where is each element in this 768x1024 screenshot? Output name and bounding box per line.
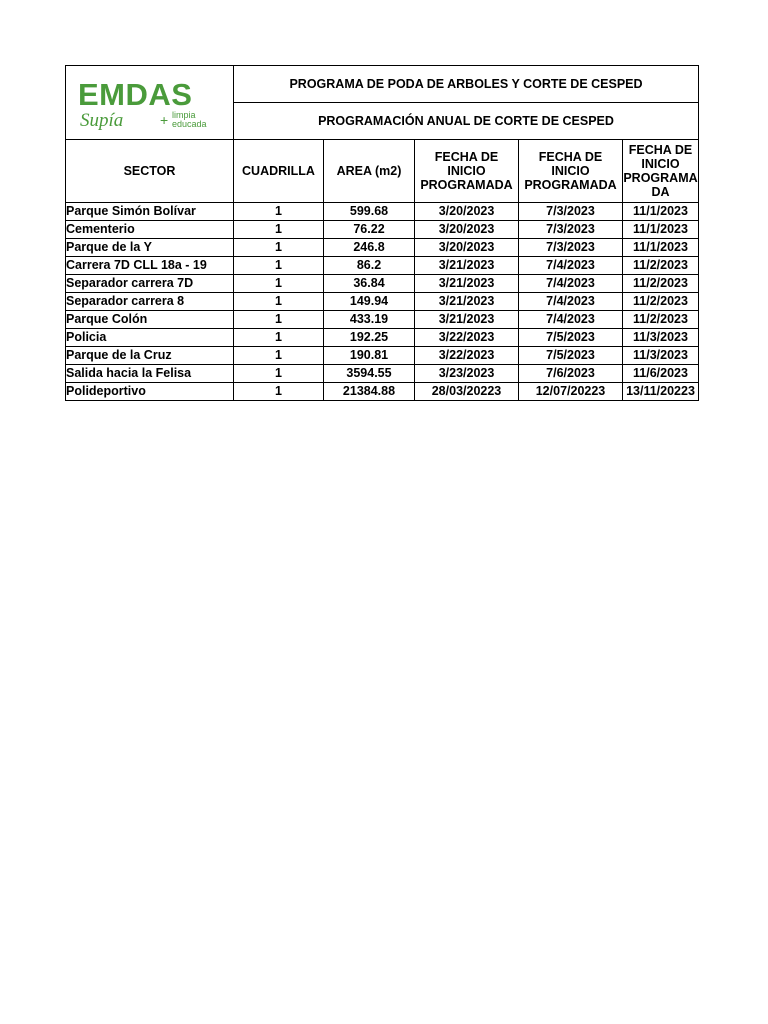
cell-cuadrilla: 1: [234, 347, 324, 365]
cell-sector: Parque de la Cruz: [66, 347, 234, 365]
cell-fecha-2: 7/3/2023: [519, 203, 623, 221]
cell-cuadrilla: 1: [234, 365, 324, 383]
table-row: [66, 221, 699, 239]
logo-plus: +: [160, 111, 169, 128]
table-row: [66, 203, 699, 221]
cell-cuadrilla: 1: [234, 329, 324, 347]
cell-area: 86.2: [324, 257, 415, 275]
cell-cuadrilla: 1: [234, 293, 324, 311]
cell-fecha-2: 7/4/2023: [519, 311, 623, 329]
cell-fecha-3: 11/2/2023: [623, 311, 699, 329]
cell-sector: Parque Simón Bolívar: [66, 203, 234, 221]
cell-area: 433.19: [324, 311, 415, 329]
program-title: PROGRAMA DE PODA DE ARBOLES Y CORTE DE CESPED: [234, 66, 699, 103]
cell-sector: Parque de la Y: [66, 239, 234, 257]
cell-fecha-3: 11/2/2023: [623, 293, 699, 311]
cell-fecha-3: 11/1/2023: [623, 221, 699, 239]
cell-fecha-1: 3/20/2023: [415, 239, 519, 257]
cell-fecha-1: 3/23/2023: [415, 365, 519, 383]
cell-sector: Polideportivo: [66, 383, 234, 401]
cell-area: 246.8: [324, 239, 415, 257]
cell-area: 76.22: [324, 221, 415, 239]
cell-sector: Cementerio: [66, 221, 234, 239]
cell-fecha-1: 3/20/2023: [415, 221, 519, 239]
cell-fecha-2: 7/3/2023: [519, 221, 623, 239]
col-header-fecha-1: FECHA DE INICIO PROGRAMADA: [415, 140, 519, 203]
cell-area: 149.94: [324, 293, 415, 311]
cell-fecha-1: 3/21/2023: [415, 293, 519, 311]
cell-fecha-1: 3/21/2023: [415, 311, 519, 329]
cell-cuadrilla: 1: [234, 221, 324, 239]
table-row: [66, 275, 699, 293]
cell-cuadrilla: 1: [234, 257, 324, 275]
cell-sector: Carrera 7D CLL 18a - 19: [66, 257, 234, 275]
cell-fecha-1: 3/20/2023: [415, 203, 519, 221]
logo-tagline-1: limpia: [172, 109, 196, 120]
table-row: [66, 239, 699, 257]
cell-area: 3594.55: [324, 365, 415, 383]
cell-fecha-2: 7/4/2023: [519, 257, 623, 275]
cell-sector: Salida hacia la Felisa: [66, 365, 234, 383]
emdas-logo: [66, 67, 234, 139]
col-header-area: AREA (m2): [324, 140, 415, 203]
logo-name: EMDAS: [78, 76, 193, 112]
logo-tagline-2: educada: [172, 118, 207, 129]
cell-cuadrilla: 1: [234, 239, 324, 257]
table-row: [66, 347, 699, 365]
cell-sector: Policia: [66, 329, 234, 347]
cell-fecha-1: 3/21/2023: [415, 257, 519, 275]
logo-cell: [66, 66, 234, 140]
cell-fecha-2: 7/3/2023: [519, 239, 623, 257]
cell-fecha-1: 3/21/2023: [415, 275, 519, 293]
cell-area: 599.68: [324, 203, 415, 221]
cell-sector: Separador carrera 8: [66, 293, 234, 311]
cell-sector: Parque Colón: [66, 311, 234, 329]
cell-fecha-2: 7/5/2023: [519, 347, 623, 365]
table-body: [66, 203, 699, 401]
cell-cuadrilla: 1: [234, 311, 324, 329]
cell-fecha-3: 11/2/2023: [623, 257, 699, 275]
cell-fecha-2: 7/4/2023: [519, 275, 623, 293]
cell-area: 192.25: [324, 329, 415, 347]
cell-sector: Separador carrera 7D: [66, 275, 234, 293]
cell-fecha-2: 7/6/2023: [519, 365, 623, 383]
cell-fecha-3: 11/2/2023: [623, 275, 699, 293]
cell-fecha-2: 12/07/20223: [519, 383, 623, 401]
cell-fecha-2: 7/5/2023: [519, 329, 623, 347]
table-row: [66, 329, 699, 347]
cell-fecha-3: 11/6/2023: [623, 365, 699, 383]
cell-area: 21384.88: [324, 383, 415, 401]
cell-fecha-3: 11/3/2023: [623, 329, 699, 347]
cell-area: 190.81: [324, 347, 415, 365]
table-row: [66, 365, 699, 383]
table-row: [66, 257, 699, 275]
col-header-fecha-3: FECHA DE INICIO PROGRAMA DA: [623, 140, 699, 203]
cell-fecha-3: 11/3/2023: [623, 347, 699, 365]
logo-subtitle: Supía: [80, 109, 124, 131]
cell-cuadrilla: 1: [234, 275, 324, 293]
cell-fecha-1: 3/22/2023: [415, 347, 519, 365]
table-row: [66, 383, 699, 401]
cell-cuadrilla: 1: [234, 383, 324, 401]
schedule-table: [65, 65, 699, 401]
cell-fecha-3: 11/1/2023: [623, 203, 699, 221]
cell-fecha-3: 11/1/2023: [623, 239, 699, 257]
table-row: [66, 311, 699, 329]
program-subtitle: PROGRAMACIÓN ANUAL DE CORTE DE CESPED: [234, 103, 699, 140]
cell-area: 36.84: [324, 275, 415, 293]
cell-cuadrilla: 1: [234, 203, 324, 221]
table-row: [66, 293, 699, 311]
cell-fecha-3: 13/11/20223: [623, 383, 699, 401]
cell-fecha-1: 3/22/2023: [415, 329, 519, 347]
col-header-sector: SECTOR: [66, 140, 234, 203]
cell-fecha-2: 7/4/2023: [519, 293, 623, 311]
col-header-fecha-2: FECHA DE INICIO PROGRAMADA: [519, 140, 623, 203]
cell-fecha-1: 28/03/20223: [415, 383, 519, 401]
col-header-cuadrilla: CUADRILLA: [234, 140, 324, 203]
